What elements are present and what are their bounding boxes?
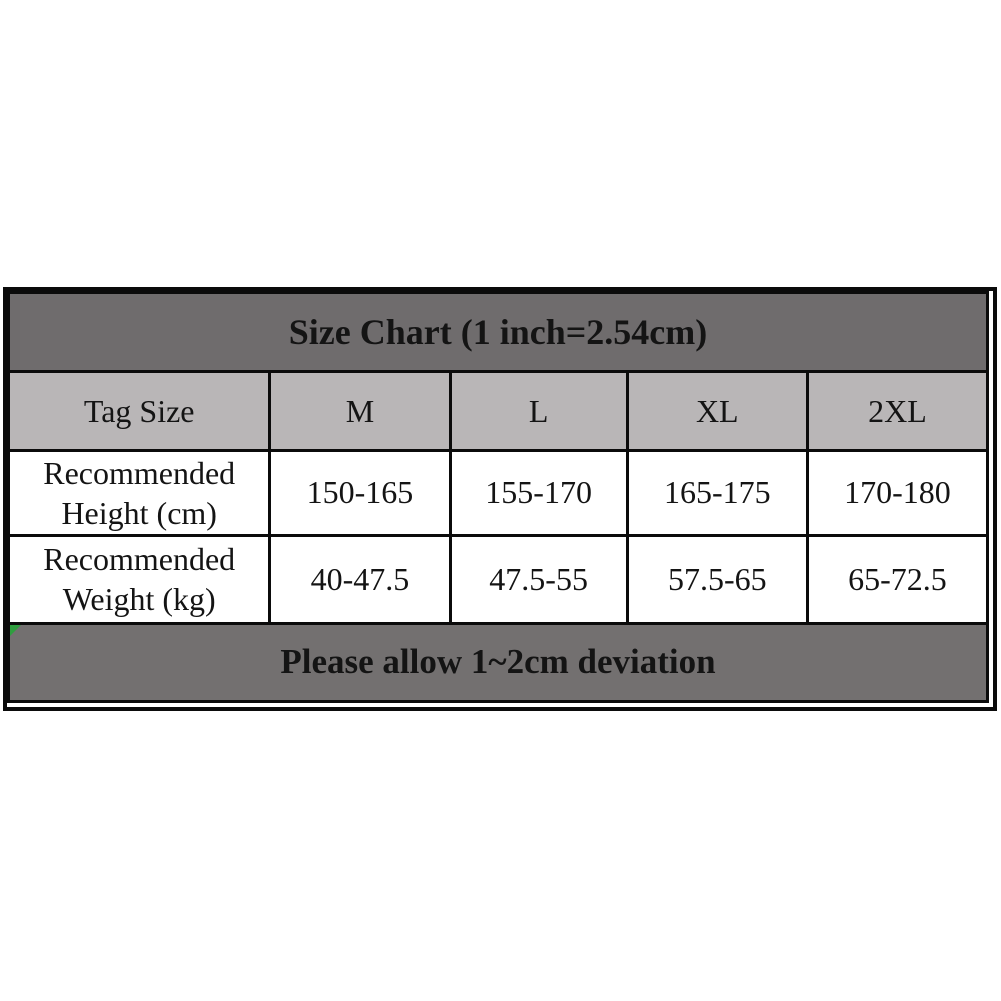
row-label-recommended-weight: Recommended Weight (kg) [9, 535, 270, 623]
header-col-xl: XL [627, 372, 807, 451]
footer-note-cell [9, 623, 988, 701]
header-row [9, 372, 988, 451]
weight-value-l: 47.5-55 [450, 535, 627, 623]
table-row-height [9, 451, 988, 536]
table-row-weight [9, 535, 988, 623]
footer-row [9, 623, 988, 701]
cell-error-indicator-green-triangle-icon [10, 625, 21, 636]
height-value-2xl: 170-180 [807, 451, 987, 536]
header-col-l: L [450, 372, 627, 451]
weight-value-xl: 57.5-65 [627, 535, 807, 623]
size-chart-table-frame [3, 287, 997, 711]
size-chart-title: Size Chart (1 inch=2.54cm) [9, 293, 988, 372]
size-chart-table [7, 291, 989, 703]
height-value-xl: 165-175 [627, 451, 807, 536]
header-col-m: M [270, 372, 450, 451]
height-value-l: 155-170 [450, 451, 627, 536]
weight-value-2xl: 65-72.5 [807, 535, 987, 623]
height-value-m: 150-165 [270, 451, 450, 536]
weight-value-m: 40-47.5 [270, 535, 450, 623]
footer-note-text: Please allow 1~2cm deviation [280, 642, 716, 682]
header-col-2xl: 2XL [807, 372, 987, 451]
header-tag-size: Tag Size [9, 372, 270, 451]
row-label-recommended-height: Recommended Height (cm) [9, 451, 270, 536]
title-row [9, 293, 988, 372]
